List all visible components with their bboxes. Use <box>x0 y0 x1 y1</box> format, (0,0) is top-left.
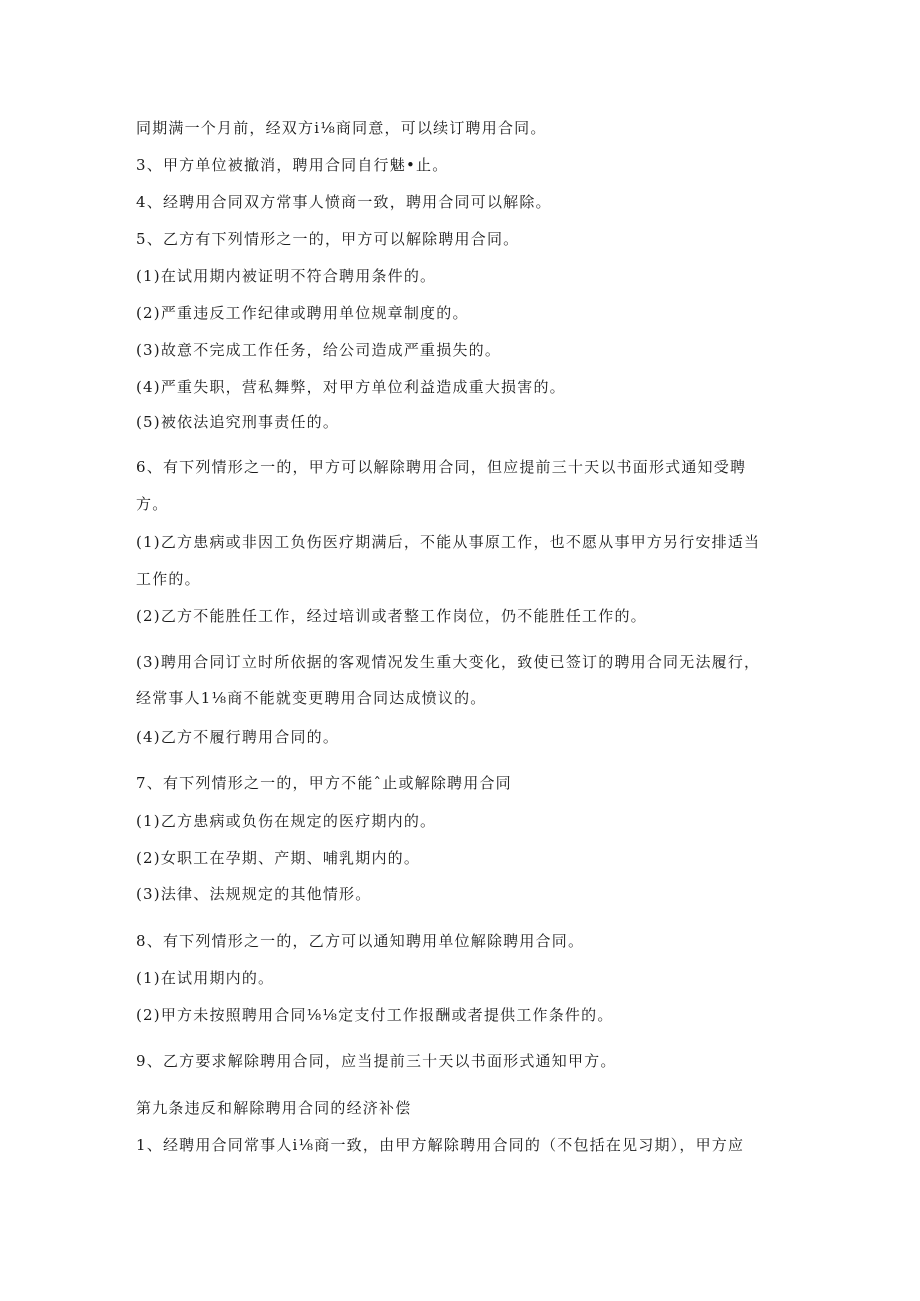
text-line: (4)乙方不履行聘用合同的。 <box>136 728 340 746</box>
text-line: (5)被依法追究刑事责任的。 <box>136 413 340 431</box>
text-line: (2)甲方未按照聘用合同⅛⅛定支付工作报酬或者提供工作条件的。 <box>136 1006 614 1024</box>
text-line: 5、乙方有下列情形之一的，甲方可以解除聘用合同。 <box>136 230 520 248</box>
text-line: (2)女职工在孕期、产期、哺乳期内的。 <box>136 849 421 867</box>
text-line: 3、甲方单位被撤消，聘用合同自行魅•止。 <box>136 156 449 174</box>
text-line: (3)故意不完成工作任务，给公司造成严重损失的。 <box>136 341 502 359</box>
text-line: 同期满一个月前，经双方i⅛商同意，可以续订聘用合同。 <box>136 119 547 137</box>
text-line: (2)乙方不能胜任工作，经过培训或者整工作岗位，仍不能胜任工作的。 <box>136 607 647 625</box>
text-line: 7、有下列情形之一的，甲方不能ˆ止或解除聘用合同 <box>136 774 512 792</box>
text-line: (1)在试用期内的。 <box>136 969 275 987</box>
text-line: 工作的。 <box>136 570 201 588</box>
text-line: 方。 <box>136 495 169 513</box>
text-line: 经常事人1⅛商不能就变更聘用合同达成愤议的。 <box>136 689 487 707</box>
text-line: 1、经聘用合同常事人i⅛商一致，由甲方解除聘用合同的（不包括在见习期），甲方应 <box>136 1136 745 1154</box>
text-line: (1)在试用期内被证明不符合聘用条件的。 <box>136 267 437 285</box>
text-line: 6、有下列情形之一的，甲方可以解除聘用合同，但应提前三十天以书面形式通知受聘 <box>136 458 747 476</box>
text-line: (4)严重失职，营私舞弊，对甲方单位利益造成重大损害的。 <box>136 378 566 396</box>
section-heading: 第九条违反和解除聘用合同的经济补偿 <box>136 1099 412 1117</box>
text-line: (1)乙方患病或非因工负伤医疗期满后，不能从事原工作，也不愿从事甲方另行安排适当 <box>136 533 761 551</box>
text-line: 9、乙方要求解除聘用合同，应当提前三十天以书面形式通知甲方。 <box>136 1052 617 1070</box>
text-line: 4、经聘用合同双方常事人愤商一致，聘用合同可以解除。 <box>136 193 552 211</box>
text-line: (3)法律、法规规定的其他情形。 <box>136 885 372 903</box>
text-line: (3)聘用合同订立时所依据的客观情况发生重大变化，致使已签订的聘用合同无法履行， <box>136 653 761 671</box>
text-line: (2)严重违反工作纪律或聘用单位规章制度的。 <box>136 304 469 322</box>
text-line: (1)乙方患病或负伤在规定的医疗期内的。 <box>136 812 437 830</box>
text-line: 8、有下列情形之一的，乙方可以通知聘用单位解除聘用合同。 <box>136 932 585 950</box>
